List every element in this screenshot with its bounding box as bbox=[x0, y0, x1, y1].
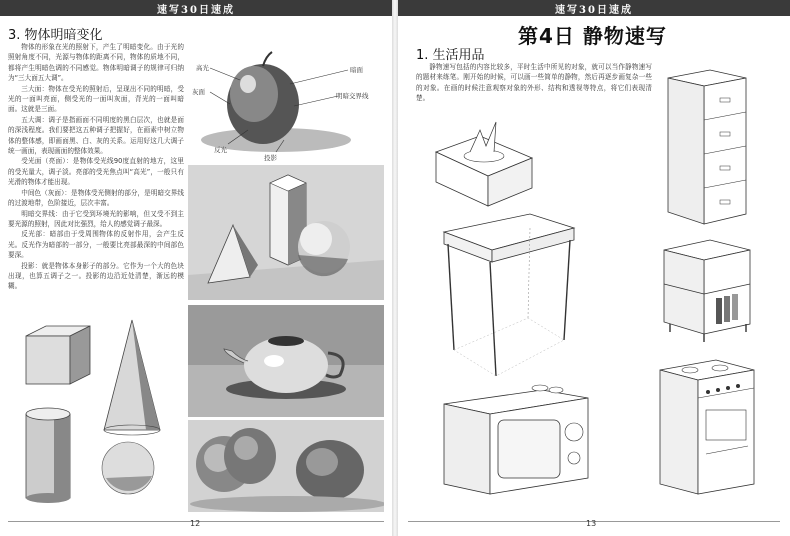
label-gray: 灰面 bbox=[192, 88, 205, 96]
body-text bbox=[8, 42, 184, 292]
paragraph: 投影：就是物体本身影子的部分。它作为一个大的色块出现，也算五调子之一。投影的边沿近处清楚，渐远的模糊。 bbox=[8, 261, 184, 291]
header-title: 速写30日速成 bbox=[555, 5, 633, 16]
filing-cabinet-sketch bbox=[660, 68, 760, 228]
stove-sketch bbox=[656, 358, 760, 504]
paragraph: 三大面：物体在受光的照射后，呈现出不同的明暗，受光的一面叫亮面，侧受光的一面叫灰面，背光的一面叫暗面。这就是三面。 bbox=[8, 84, 184, 114]
label-shadow: 投影 bbox=[264, 154, 277, 162]
right-page bbox=[398, 0, 790, 536]
page-number: 12 bbox=[190, 519, 201, 528]
table-sketch bbox=[440, 210, 580, 380]
teapot-figure bbox=[188, 305, 384, 417]
line-solids-figure bbox=[6, 318, 186, 508]
paragraph: 五大调：调子是指画面不同明度的黑白层次，也就是面的深浅程度。我们要把这五种调子把握好，在画素中树立物体的整体感，即画面黑、白、灰的关系。运用好这几大调子统一画面，表现画面的整体效果。 bbox=[8, 115, 184, 156]
television-sketch bbox=[438, 384, 594, 500]
paragraph: 静物速写包括的内容比较多，平时生活中所见的对象，就可以当作静物速写的题材来练笔。刚开始的时候，可以画一些简单的静物，然后再逐步画复杂一些的对象。在画的时候注意观察对象的外形、结构和透视等特点，将它们表现清楚。 bbox=[416, 63, 652, 103]
apples-figure bbox=[188, 420, 384, 512]
day-title: 第4日 静物速写 bbox=[518, 24, 667, 48]
paragraph: 中间色（灰面）：是物体受光侧射的部分，是明暗交界线的过渡地带，色阶接近，层次丰富。 bbox=[8, 188, 184, 208]
paragraph: 反光部：暗部由于受周围物体的反射作用，会产生反光。反光作为暗部的一部分，一般要比亮部最深的中间部色要深。 bbox=[8, 230, 184, 260]
label-reflect: 反光 bbox=[214, 146, 227, 154]
geometric-solids-figure bbox=[188, 165, 384, 300]
apple-shading-figure bbox=[188, 44, 384, 162]
paragraph: 明暗交界线：由于它受到环境光的影响，但又受不到主要光源的照射，因此对比强烈，给人的感觉调子最深。 bbox=[8, 209, 184, 228]
tissue-box-sketch bbox=[428, 112, 540, 212]
header-band bbox=[398, 0, 790, 16]
paragraph: 受光面（亮面）：是物体受光线90度直射的地方，这里的受光量大，调子淡。亮部的受光焦点叫“高光”，一般只有光滑的物体才能出现。 bbox=[8, 157, 184, 187]
label-dark: 暗面 bbox=[350, 66, 363, 74]
body-text bbox=[416, 62, 652, 104]
section-title: 1. 生活用品 bbox=[416, 48, 485, 63]
section-title: 3. 物体明暗变化 bbox=[8, 28, 103, 43]
label-terminator: 明暗交界线 bbox=[336, 92, 369, 100]
paragraph: 物体的形象在光的照射下，产生了明暗变化。由于光的照射角度不同，光源与物体的距离不同，物体的质地不同，都将产生明暗色调的不同感觉。物体明暗调子的规律可归纳为“三大面五大调”。 bbox=[8, 43, 184, 83]
page-number: 13 bbox=[586, 519, 597, 528]
header-band bbox=[0, 0, 392, 16]
left-page bbox=[0, 0, 392, 536]
label-highlight: 高光 bbox=[196, 64, 209, 72]
header-title: 速写30日速成 bbox=[157, 5, 235, 16]
shelf-cabinet-sketch bbox=[660, 238, 756, 346]
